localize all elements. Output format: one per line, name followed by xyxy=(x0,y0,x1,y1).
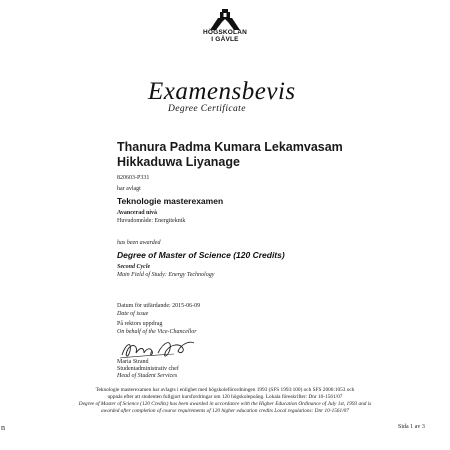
rector-line-sv: På rektors uppdrag xyxy=(117,321,163,327)
document-title: Examensbevis xyxy=(148,78,296,105)
rector-line-en: On behalf of the Vice-Chancellor xyxy=(117,329,197,335)
signatory-name: Maria Strand xyxy=(117,359,149,365)
issue-date-sv: Datum för utfärdande: 2015-06-09 xyxy=(117,303,201,309)
castle-tower-icon xyxy=(208,8,242,30)
footer-line-en-1: Degree of Master of Science (120 Credits) has been awarded in accordance with the Higher Education Ordinance of July 1st, 1993 and is xyxy=(78,401,372,407)
signatory-title-en: Head of Student Services xyxy=(117,373,178,379)
degree-level-sv: Avancerad nivå xyxy=(117,210,158,216)
degree-field-sv: Huvudområde: Energiteknik xyxy=(117,218,186,224)
personal-number: 820603-P331 xyxy=(117,175,150,181)
student-name-line2: Hikkaduwa Liyanage xyxy=(117,155,240,169)
degree-title-en: Degree of Master of Science (120 Credits) xyxy=(117,250,285,260)
intro-sv: har avlagt xyxy=(117,186,141,192)
degree-title-sv: Teknologie masterexamen xyxy=(117,196,224,206)
degree-level-en: Second Cycle xyxy=(117,264,151,270)
footer-line-sv-2: uppnås efter att studenten fullgjort kursfordringar om 120 högskolepoäng. Lokala föreskrifter: Dnr 10-1561/07 xyxy=(107,394,343,400)
document-subtitle: Degree Certificate xyxy=(168,104,246,114)
issue-date-en: Date of issue xyxy=(117,311,149,317)
edge-mark: n xyxy=(1,423,5,432)
logo-text-line2: I GÄVLE xyxy=(211,36,239,43)
logo-text-line1: HÖGSKOLAN xyxy=(202,29,248,36)
degree-field-en: Main Field of Study: Energy Technology xyxy=(117,272,215,278)
signatory-title-sv: Studentadministrativ chef xyxy=(117,366,179,372)
student-name-line1: Thanura Padma Kumara Lekamvasam xyxy=(117,140,343,154)
intro-en: has been awarded xyxy=(117,240,161,246)
footer-line-sv-1: Teknologie masterexamen har avlagts i enlighet med högskoleförordningen 1993 (SFS 1993:100) och SFS 2006:1053 och xyxy=(95,387,355,393)
page-number: Sida 1 av 3 xyxy=(398,424,425,430)
footer-line-en-2: awarded after completion of course requirements of 120 higher education credits Local regulations: Dnr 10-1561/07 xyxy=(101,408,349,414)
